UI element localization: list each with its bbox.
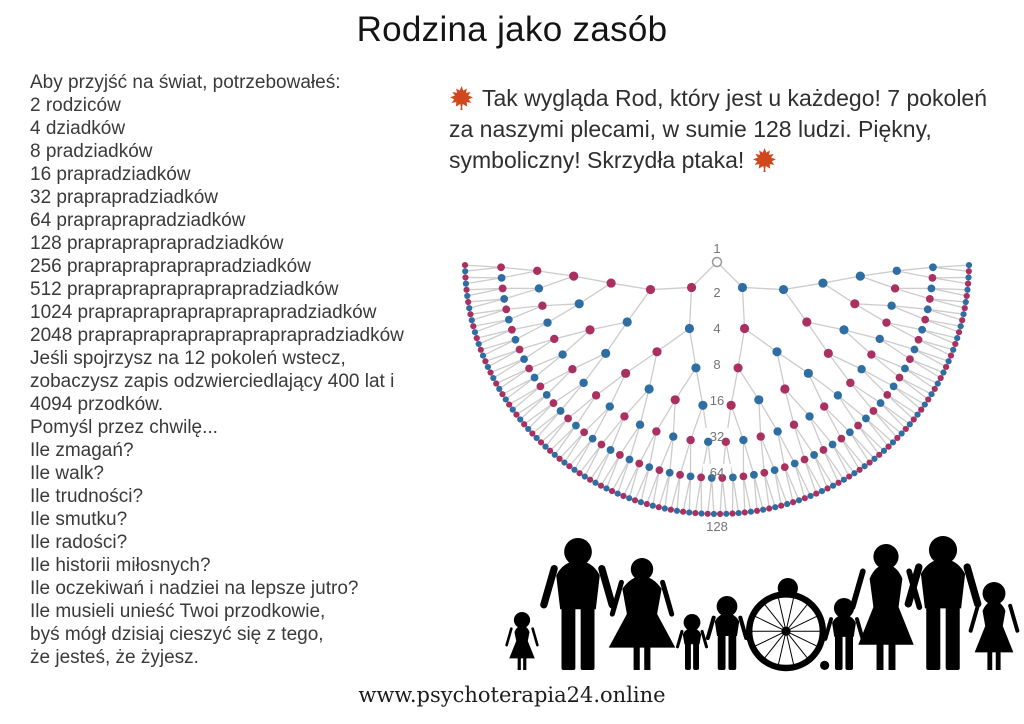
page-title: Rodzina jako zasób: [356, 10, 668, 49]
text-line: 32 praprapradziadków: [30, 187, 219, 208]
text-line: Ile zmagań?: [30, 440, 134, 461]
text-line: Ile oczekiwań i nadziei na lepsze jutro?: [30, 578, 359, 599]
text-line: Aby przyjść na świat, potrzebowałeś:: [30, 72, 341, 93]
text-line: Ile trudności?: [30, 486, 144, 507]
family-silhouettes-svg: [494, 528, 1022, 678]
text-line: 512 praprapraprapraprapradziadków: [30, 279, 339, 300]
ancestor-fan-chart-svg: [450, 229, 990, 541]
svg-text:32: 32: [709, 429, 725, 444]
text-line: zobaczysz zapis odzwierciedlający 400 lat i: [30, 371, 395, 392]
text-line: 2048 praprapraprapraprapraprapradziadków: [30, 325, 404, 346]
text-line: 256 prapraprapraprapradziadków: [30, 256, 311, 277]
text-line: 16 prapradziadków: [30, 164, 191, 185]
svg-text:8: 8: [713, 357, 721, 372]
maple-leaf-icon: [449, 85, 474, 110]
svg-text:16: 16: [709, 393, 725, 408]
svg-text:4: 4: [713, 321, 721, 336]
text-line: 2 rodziców: [30, 95, 121, 116]
text-line: 4094 przodków.: [30, 394, 164, 415]
family-silhouettes-image: [494, 528, 1022, 678]
ancestors-text-block: [30, 71, 450, 669]
maple-leaf-icon: [752, 147, 777, 172]
text-line: Ile walk?: [30, 463, 104, 484]
caption-text: Tak wygląda Rod, który jest u każdego! 7 pokoleń za naszymi plecami, w sumie 128 ludzi. Piękny, symboliczny! Skrzydła ptaka!: [449, 85, 988, 173]
svg-text:64: 64: [709, 465, 725, 480]
text-line: byś mógł dzisiaj cieszyć się z tego,: [30, 624, 324, 645]
text-line: Pomyśl przez chwilę...: [30, 417, 218, 438]
svg-text:2: 2: [713, 285, 721, 300]
svg-text:1: 1: [713, 241, 721, 256]
svg-text:128: 128: [706, 519, 728, 534]
text-line: 4 dziadków: [30, 118, 126, 139]
family-tree-caption: [449, 83, 1007, 176]
text-line: 128 praprapraprapradziadków: [30, 233, 284, 254]
text-line: Ile radości?: [30, 532, 128, 553]
text-line: 64 prapraprapradziadków: [30, 210, 246, 231]
text-line: że jesteś, że żyjesz.: [30, 647, 199, 668]
footer-url: www.psychoterapia24.online: [358, 683, 666, 707]
ancestor-fan-chart: [450, 229, 990, 541]
text-line: Ile historii miłosnych?: [30, 555, 211, 576]
text-line: Ile smutku?: [30, 509, 128, 530]
text-line: 8 pradziadków: [30, 141, 153, 162]
text-line: Ile musieli unieść Twoi przodkowie,: [30, 601, 326, 622]
text-line: Jeśli spojrzysz na 12 pokoleń wstecz,: [30, 348, 346, 369]
text-line: 1024 prapraprapraprapraprapradziadków: [30, 302, 377, 323]
